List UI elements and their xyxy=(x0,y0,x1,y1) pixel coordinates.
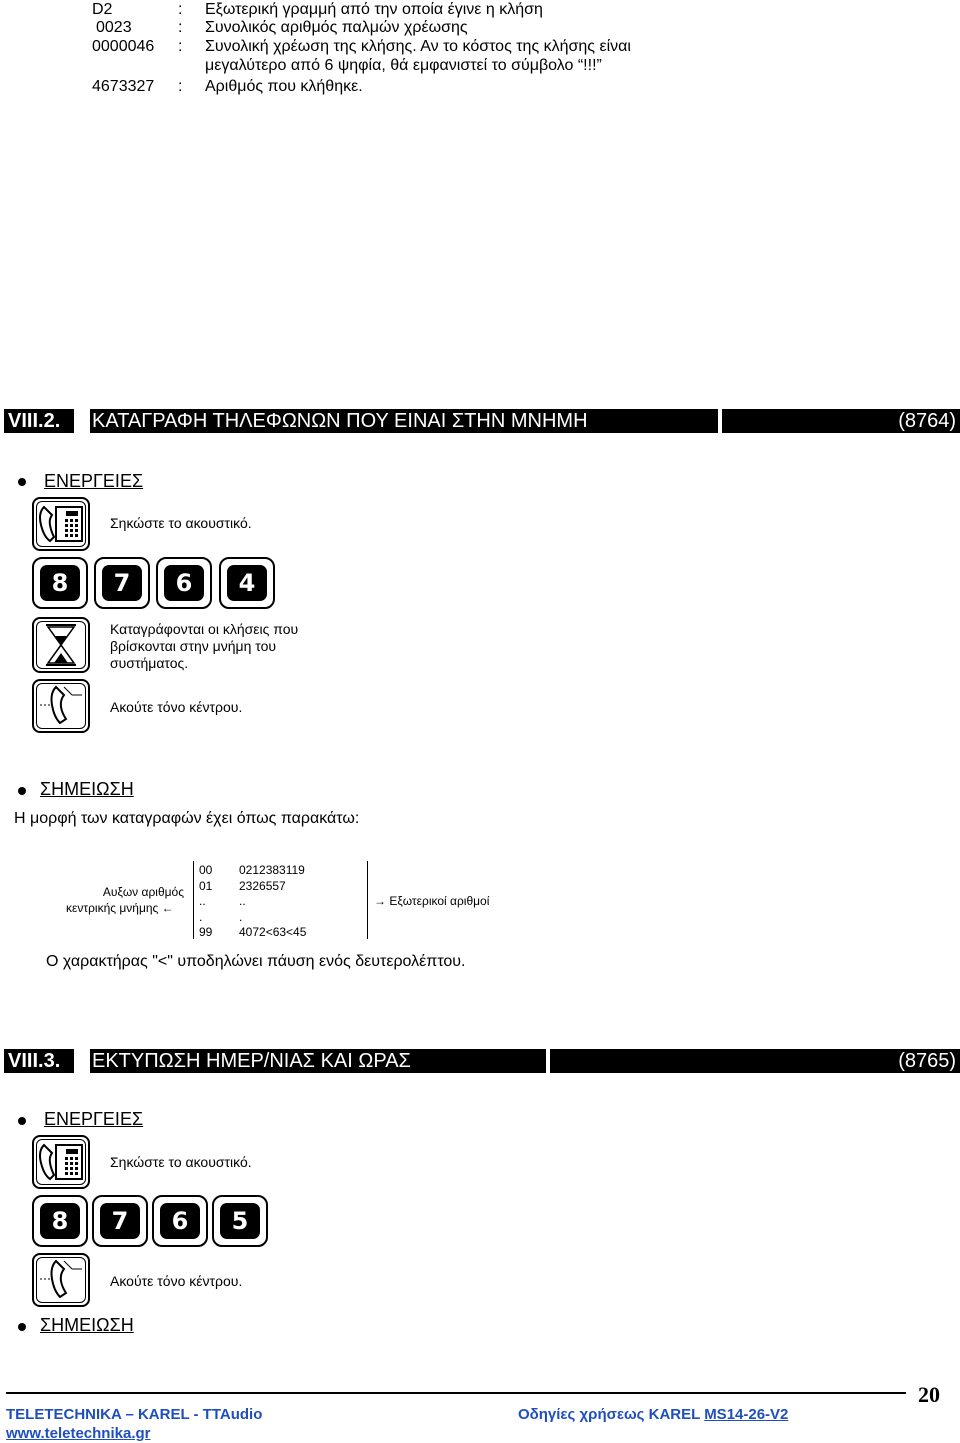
dial-tone-icon xyxy=(32,1253,90,1307)
step-text: Ακούτε τόνο κέντρου. xyxy=(110,1273,243,1289)
section-title: ΚΑΤΑΓΡΑΦΗ ΤΗΛΕΦΩΝΩΝ ΠΟΥ ΕΙΝΑΙ ΣΤΗΝ ΜΝΗΜΗ xyxy=(92,410,588,432)
dial-tone-icon xyxy=(32,679,90,733)
bullet-icon xyxy=(18,1323,26,1331)
note-heading: ΣΗΜΕΙΩΣΗ xyxy=(40,779,134,799)
footer-guide xyxy=(518,1406,788,1423)
definition-colon: : xyxy=(178,1,183,18)
definition-colon: : xyxy=(178,78,183,95)
key-4-button: 4 xyxy=(219,557,275,609)
definition-code: 4673327 xyxy=(92,78,155,95)
key-6-button: 6 xyxy=(156,557,212,609)
table-row: 01 2326557 xyxy=(199,878,286,893)
definition-row xyxy=(0,77,960,97)
handset-lift-icon xyxy=(32,497,90,551)
section-number: VIII.3. xyxy=(8,1050,61,1072)
definition-code: 0023 xyxy=(96,19,132,36)
table-left-rule xyxy=(193,861,194,939)
table-row: 00 0212383119 xyxy=(199,863,305,877)
step-text: Σηκώστε το ακουστικό. xyxy=(110,1154,252,1170)
table-row: 99 4072<63<45 xyxy=(199,925,307,939)
definition-text: μεγαλύτερο από 6 ψηφία, θά εμφανιστεί το σύμβολο “!!!” xyxy=(205,57,602,74)
table-row: .. .. xyxy=(199,894,246,908)
section-code: (8764) xyxy=(898,410,956,432)
section-number: VIII.2. xyxy=(8,410,61,432)
hourglass-icon xyxy=(32,617,90,673)
footer-model-link[interactable]: MS14-26-V2 xyxy=(704,1406,789,1423)
definition-text: Εξωτερική γραμμή από την οποία έγινε η κλήση xyxy=(205,1,543,18)
footer-company: TELETECHNIKA – KAREL - TTAudio xyxy=(6,1406,263,1423)
left-label-2: κεντρικής μνήμης ← xyxy=(66,901,174,915)
left-label-line: Αυξων αριθμός xyxy=(102,885,184,899)
footer-guide-text: Οδηγίες χρήσεως KAREL xyxy=(518,1406,701,1423)
definition-code: D2 xyxy=(92,1,113,18)
step-text: Σηκώστε το ακουστικό. xyxy=(110,515,252,531)
page-number: 20 xyxy=(918,1382,940,1407)
key-5-button: 5 xyxy=(212,1195,268,1247)
footer-rule xyxy=(6,1392,906,1394)
section-header-bar xyxy=(0,409,960,433)
step-text-record xyxy=(110,621,298,672)
actions-heading: ΕΝΕΡΓΕΙΕΣ xyxy=(44,1109,144,1129)
definition-text: Αριθμός που κλήθηκε. xyxy=(205,78,363,95)
note-heading: ΣΗΜΕΙΩΣΗ xyxy=(40,1315,134,1335)
key-6-button: 6 xyxy=(152,1195,208,1247)
definition-row xyxy=(0,56,960,76)
definition-colon: : xyxy=(178,38,183,55)
step-text: Ακούτε τόνο κέντρου. xyxy=(110,699,243,715)
table-right-rule xyxy=(367,861,368,939)
key-7-button: 7 xyxy=(94,557,150,609)
definition-colon: : xyxy=(178,19,183,36)
key-7-button: 7 xyxy=(92,1195,148,1247)
note-text: Η μορφή των καταγραφών έχει όπως παρακάτω: xyxy=(14,810,360,827)
bullet-icon xyxy=(18,478,26,486)
pause-note: Ο χαρακτήρας "<" υποδηλώνει πάυση ενός δευτερολέπτου. xyxy=(46,953,466,970)
step-text-line: Καταγράφονται οι κλήσεις που xyxy=(110,621,299,637)
actions-heading: ΕΝΕΡΓΕΙΕΣ xyxy=(44,471,144,491)
key-8-button: 8 xyxy=(32,557,88,609)
right-label: → Εξωτερικοί αριθμοί xyxy=(374,894,490,908)
key-8-button: 8 xyxy=(32,1195,88,1247)
section-header-bar xyxy=(0,1049,960,1073)
step-text-line: βρίσκονται στην μνήμη του xyxy=(110,638,277,654)
step-text-line: συστήματος. xyxy=(110,655,189,671)
handset-lift-icon xyxy=(32,1135,90,1189)
left-label xyxy=(94,885,184,900)
definition-row xyxy=(0,0,960,20)
definition-code: 0000046 xyxy=(92,38,155,55)
bullet-icon xyxy=(18,1117,26,1125)
section-code: (8765) xyxy=(898,1050,956,1072)
definition-text: Συνολική χρέωση της κλήσης. Αν το κόστος της κλήσης είναι xyxy=(205,38,631,55)
definition-row xyxy=(0,18,960,38)
footer-website-link[interactable]: www.teletechnika.gr xyxy=(6,1425,151,1442)
definition-text: Συνολικός αριθμός παλμών χρέωσης xyxy=(205,19,468,36)
bullet-icon xyxy=(18,787,26,795)
definition-row xyxy=(0,37,960,57)
table-rows xyxy=(199,863,306,941)
table-row: . . xyxy=(199,909,243,924)
section-title: ΕΚΤΥΠΩΣΗ ΗΜΕΡ/ΝΙΑΣ ΚΑΙ ΩΡΑΣ xyxy=(92,1050,411,1072)
